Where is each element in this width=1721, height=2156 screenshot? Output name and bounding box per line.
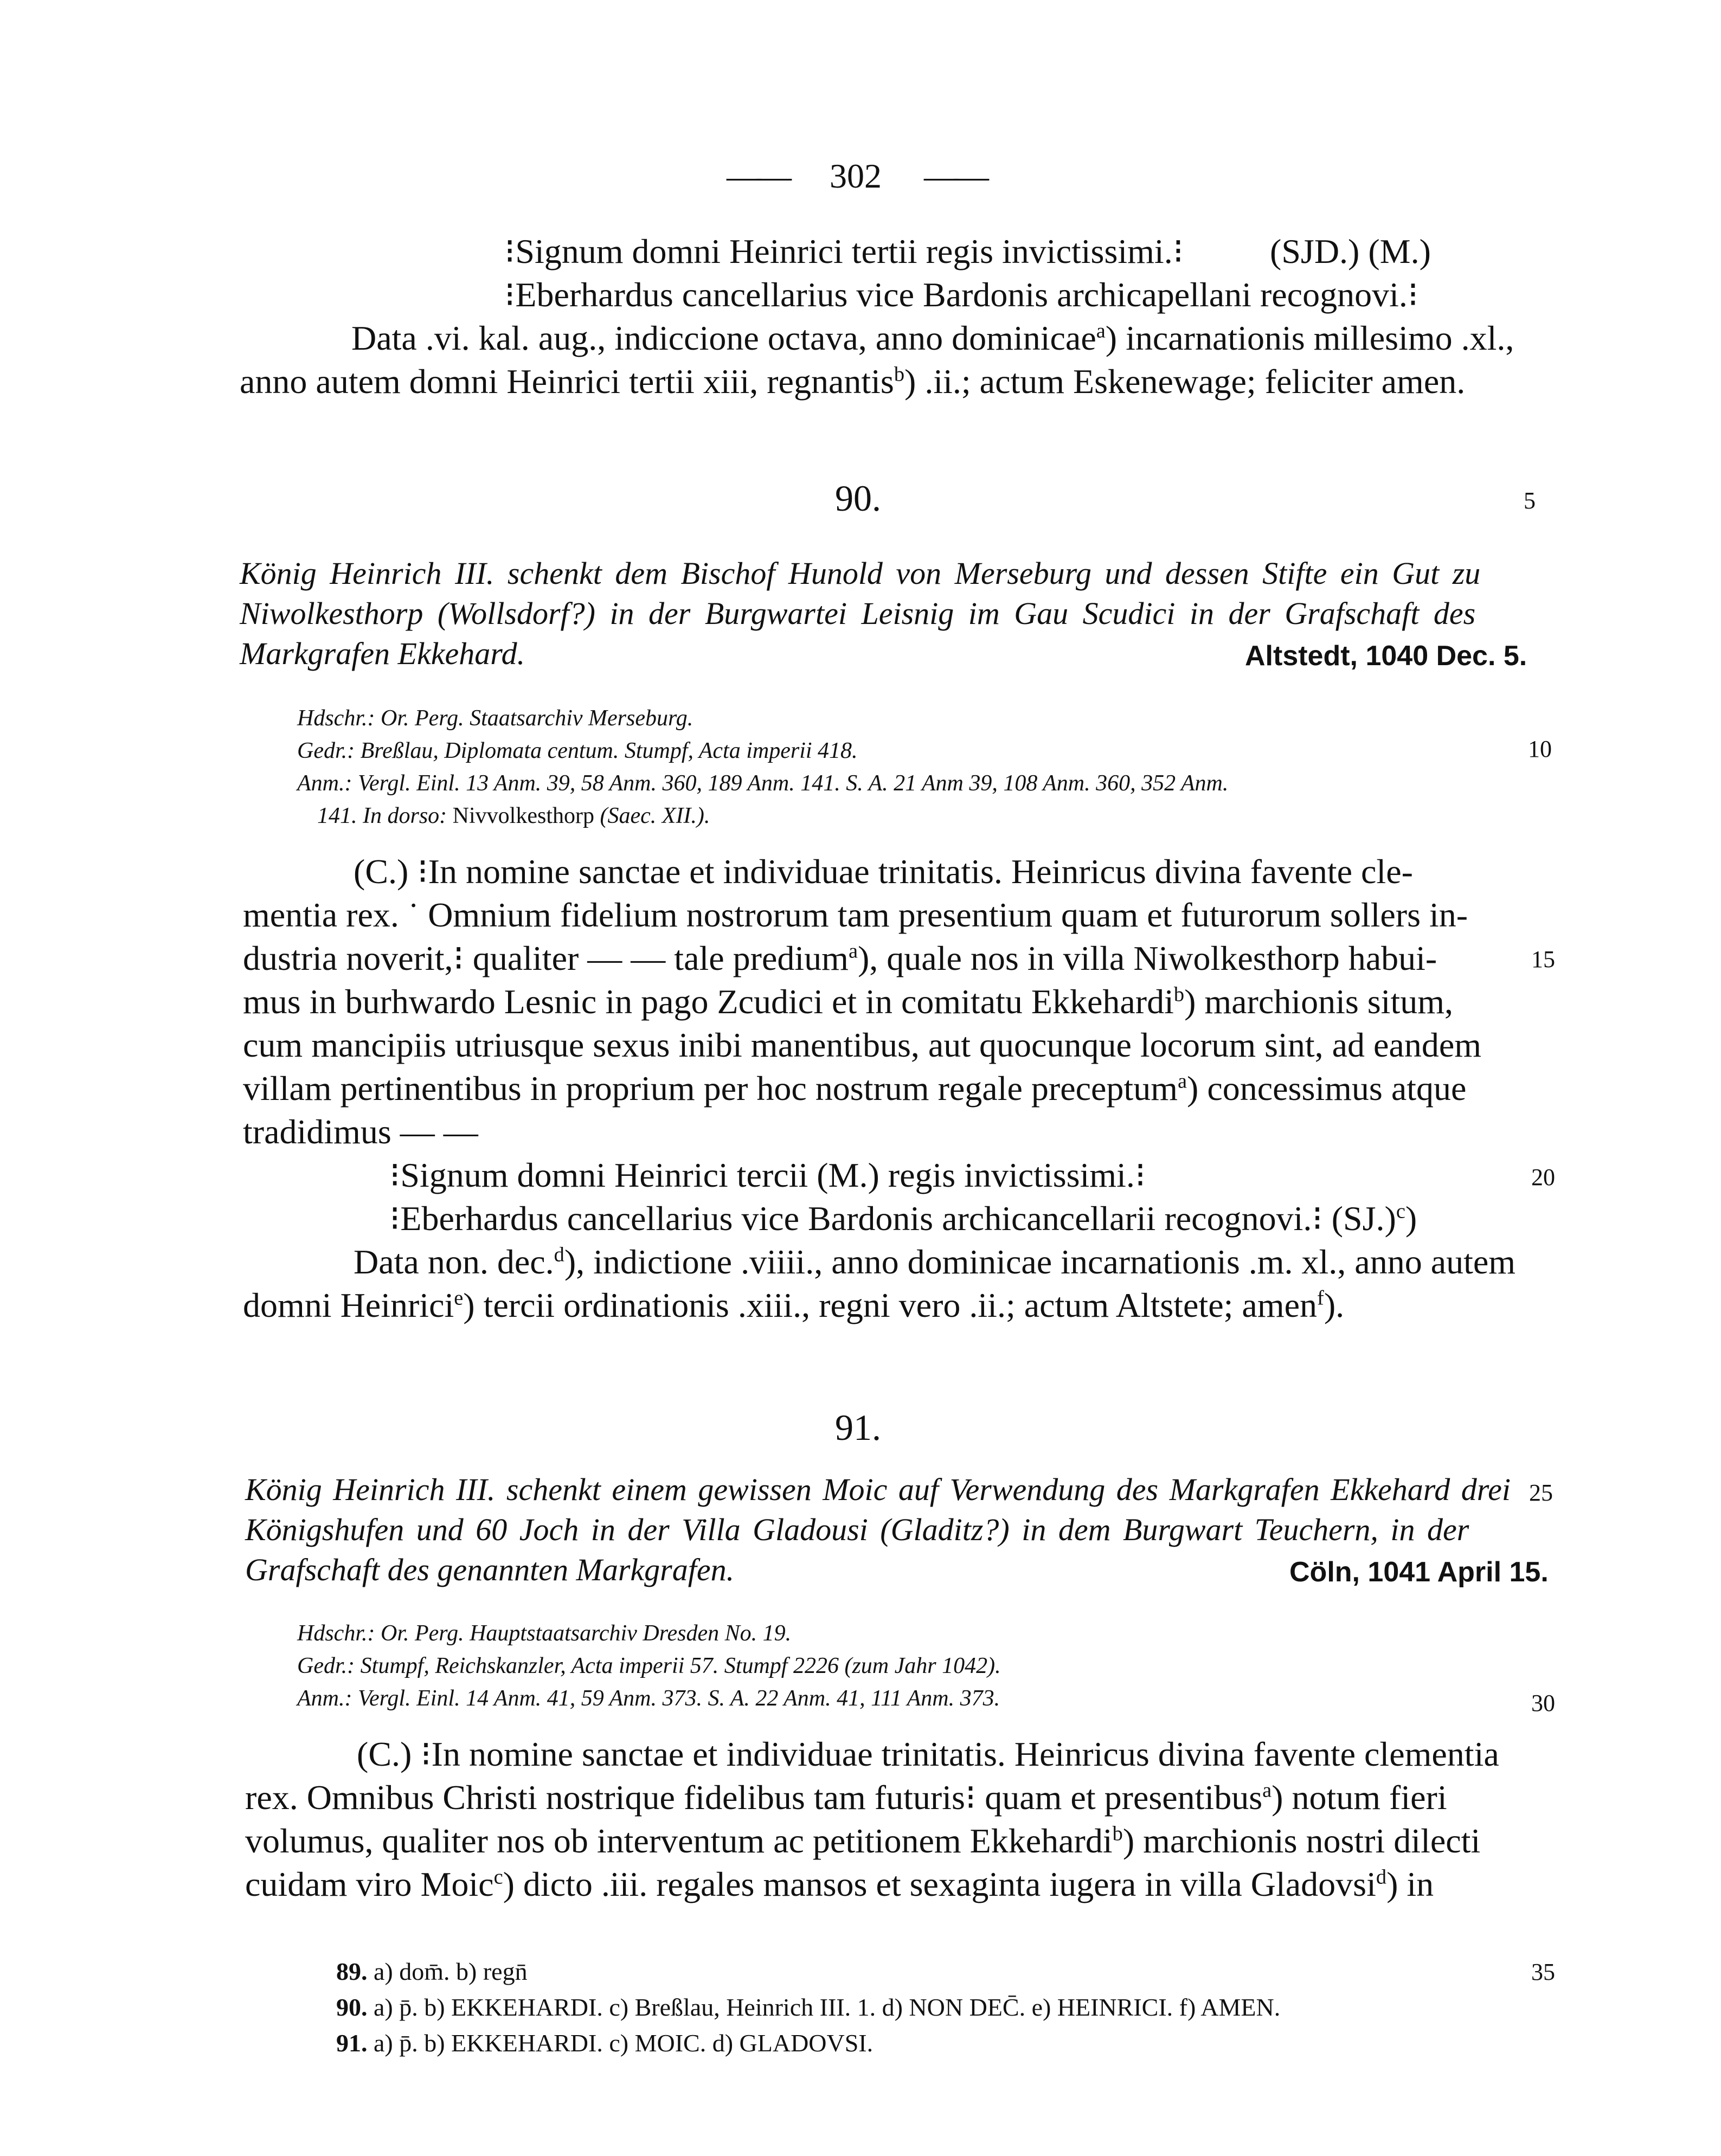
- line-number-25: 25: [1529, 1479, 1553, 1506]
- rubric-91-line1: König Heinrich III. schenkt einem gewissen Moic auf Verwendung des Markgrafen Ekkehard drei: [245, 1472, 1511, 1507]
- text-91-line1: (C.) ⁝In nomine sanctae et individuae trinitatis. Heinricus divina favente clementia: [357, 1735, 1499, 1773]
- recognition-line-90: ⁝Eberhardus cancellarius vice Bardonis archicancellarii recognovi.⁝ $(SJ.)^c$): [389, 1199, 1417, 1238]
- footnote-89-text: a) dom̄. b) regn̄: [374, 1958, 528, 1985]
- text-90-line5: cum mancipiis utriusque sexus inibi manentibus, aut quocunque locorum sint, ad eandem: [243, 1026, 1481, 1064]
- data-line-90: Data non. dec.$^d$), indictione .viiii., anno dominicae incarnationis .m. xl., anno autem: [354, 1243, 1516, 1281]
- footnote-89: [336, 1955, 528, 1988]
- text-90-line3: dustria noverit,⁝ qualiter — — tale predium$^a$), quale nos in villa Niwolkesthorp habui-: [243, 939, 1437, 977]
- line-number-30: 30: [1531, 1690, 1555, 1716]
- apparatus-90-manuscript: Hdschr.: Or. Perg. Staatsarchiv Merseburg.: [297, 706, 693, 731]
- footnote-90-number: 90.: [336, 1993, 368, 2021]
- text-91-line2: rex. Omnibus Christi nostrique fidelibus tam futuris⁝ quam et presentibus$^a$) notum fieri: [245, 1778, 1447, 1817]
- signum-line-89: ⁝Signum domni Heinrici tertii regis invictissimi.⁝: [504, 232, 1184, 271]
- footnote-91: [336, 2026, 873, 2060]
- seals-89: (SJD.) (M.): [1270, 232, 1431, 271]
- line-number-20: 20: [1531, 1164, 1555, 1190]
- page-header: [727, 156, 985, 196]
- footnote-89-number: 89.: [336, 1958, 368, 1985]
- text-91-line4: cuidam viro Moic$^c$) dicto .iii. regales mansos et sexaginta iugera in villa Gladovsi$^d$) in: [245, 1865, 1434, 1903]
- rubric-91-line2: Königshufen und 60 Joch in der Villa Gladousi (Gladitz?) in dem Burgwart Teuchern, in der: [245, 1512, 1469, 1547]
- dating-line-89: anno autem domni Heinrici tertii xiii, regnantis$^b$) .ii.; actum Eskenewage; feliciter amen.: [240, 362, 1466, 401]
- document-number-90: 90.: [835, 478, 881, 519]
- footnote-91-text: a) p̄. b) EKKEHARDI. c) MOIC. d) GLADOVSI.: [374, 2029, 874, 2057]
- text-90-line2: mentia rex. ˙ Omnium fidelium nostrorum tam presentium quam et futurorum sollers in-: [243, 896, 1468, 934]
- place-date-91: Cöln, 1041 April 15.: [1289, 1556, 1549, 1588]
- place-date-90: Altstedt, 1040 Dec. 5.: [1245, 640, 1527, 672]
- apparatus-90-dorso: 141. In dorso: Nivvolkesthorp (Saec. XII.).: [317, 803, 710, 828]
- dating-line-90: domni Heinrici$^e$) tercii ordinationis .xiii., regni vero .ii.; actum Altstete; amen$^f$).: [243, 1286, 1345, 1324]
- apparatus-90-notes: Anm.: Vergl. Einl. 13 Anm. 39, 58 Anm. 360, 189 Anm. 141. S. A. 21 Anm 39, 108 Anm. 360, 352 Anm.: [297, 771, 1229, 796]
- apparatus-91-notes: Anm.: Vergl. Einl. 14 Anm. 41, 59 Anm. 373. S. A. 22 Anm. 41, 111 Anm. 373.: [297, 1686, 1000, 1711]
- rubric-91-line3: Grafschaft des genannten Markgrafen.: [245, 1552, 735, 1587]
- apparatus-90-editions: Gedr.: Breßlau, Diplomata centum. Stumpf, Acta imperii 418.: [297, 738, 858, 763]
- document-number-91: 91.: [835, 1407, 881, 1448]
- apparatus-91-manuscript: Hdschr.: Or. Perg. Hauptstaatsarchiv Dresden No. 19.: [297, 1621, 792, 1646]
- line-number-35: 35: [1531, 1959, 1555, 1985]
- text-90-line1: (C.) ⁝In nomine sanctae et individuae trinitatis. Heinricus divina favente cle-: [354, 852, 1413, 891]
- text-90-line4: mus in burhwardo Lesnic in pago Zcudici et in comitatu Ekkehardi$^b$) marchionis situm,: [243, 982, 1454, 1021]
- footnote-91-number: 91.: [336, 2029, 368, 2057]
- rubric-90-line2: Niwolkesthorp (Wollsdorf?) in der Burgwartei Leisnig im Gau Scudici in der Grafschaft des: [240, 596, 1476, 631]
- line-number-5: 5: [1524, 487, 1536, 514]
- text-90-line6: villam pertinentibus in proprium per hoc nostrum regale preceptum$^a$) concessimus atque: [243, 1069, 1467, 1108]
- header-dash-right: ——: [924, 157, 985, 195]
- header-dash-left: ——: [727, 157, 787, 195]
- footnote-90: [336, 1991, 1280, 2024]
- line-number-15: 15: [1531, 946, 1555, 973]
- apparatus-91-editions: Gedr.: Stumpf, Reichskanzler, Acta imperii 57. Stumpf 2226 (zum Jahr 1042).: [297, 1653, 1001, 1678]
- rubric-90-line3: Markgrafen Ekkehard.: [240, 636, 525, 671]
- data-line-89: Data .vi. kal. aug., indiccione octava, anno dominicae$^a$) incarnationis millesimo .xl.,: [351, 319, 1514, 357]
- page-number: 302: [830, 157, 882, 195]
- line-number-10: 10: [1528, 736, 1552, 762]
- signum-line-90: ⁝Signum domni Heinrici tercii (M.) regis invictissimi.⁝: [389, 1156, 1146, 1194]
- text-91-line3: volumus, qualiter nos ob interventum ac petitionem Ekkehardi$^b$) marchionis nostri dilecti: [245, 1822, 1481, 1860]
- footnote-90-text: a) p̄. b) EKKEHARDI. c) Breßlau, Heinrich III. 1. d) NON DEC̄. e) HEINRICI. f) AMEN.: [374, 1993, 1281, 2021]
- rubric-90-line1: König Heinrich III. schenkt dem Bischof Hunold von Merseburg und dessen Stifte ein Gut zu: [240, 556, 1481, 591]
- text-90-line7: tradidimus — —: [243, 1112, 478, 1151]
- recognition-line-89: ⁝Eberhardus cancellarius vice Bardonis archicapellani recognovi.⁝: [504, 275, 1419, 314]
